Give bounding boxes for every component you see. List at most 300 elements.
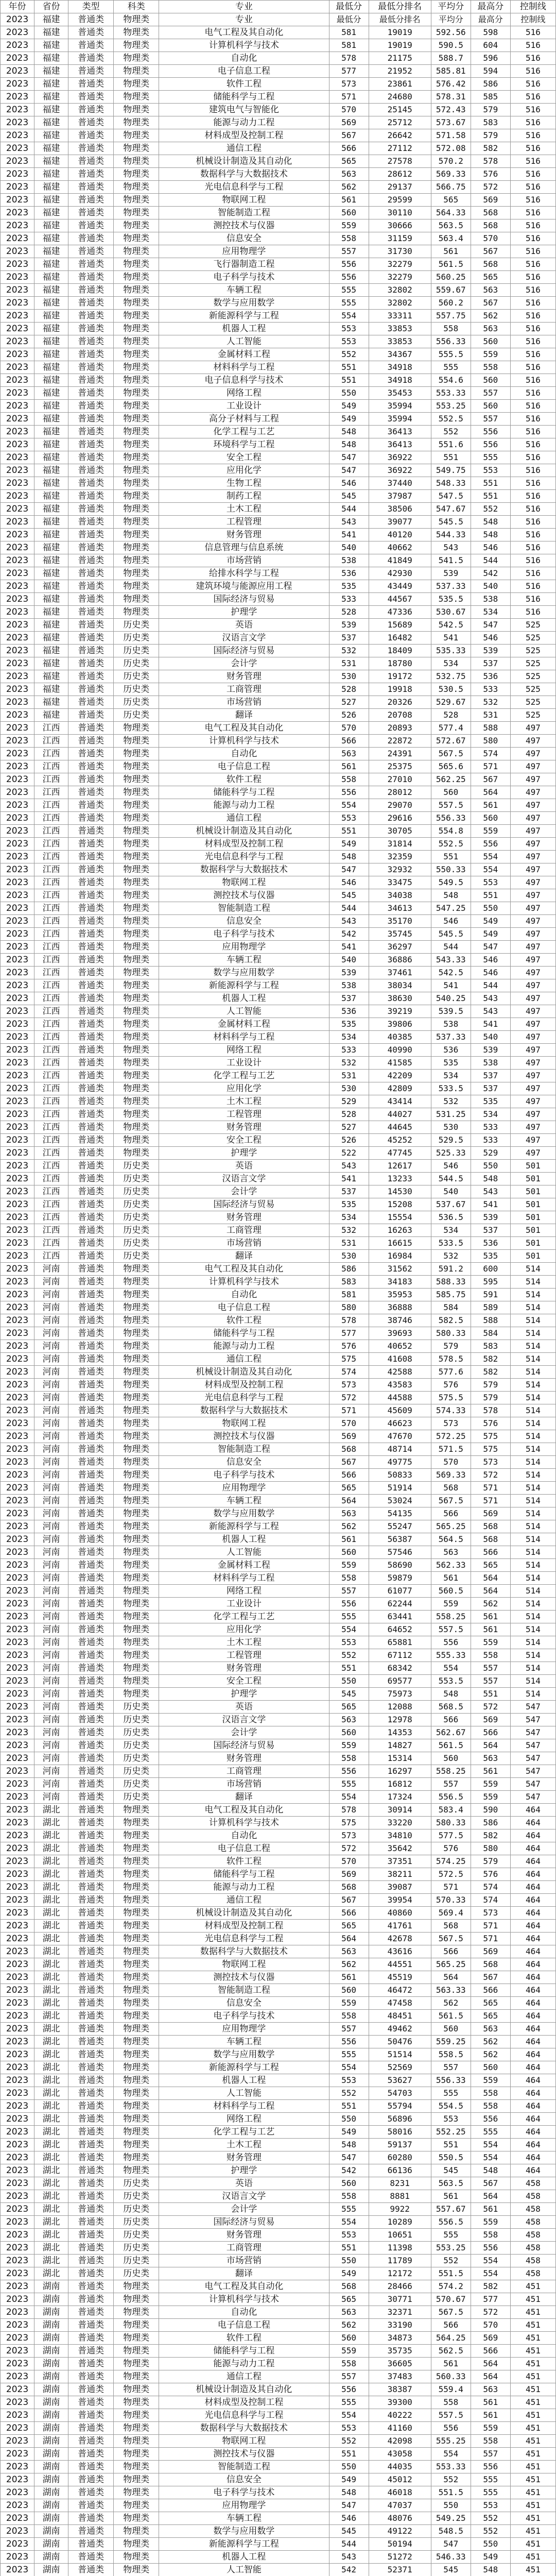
cell-subject: 物理类 <box>114 451 159 464</box>
table-row <box>1 1276 556 1289</box>
cell-max-score: 558 <box>471 361 510 374</box>
cell-province: 福建 <box>34 116 68 129</box>
cell-min-score: 550 <box>329 2113 369 2126</box>
cell-year: 2023 <box>1 2255 34 2267</box>
cell-type: 普通类 <box>68 2036 114 2048</box>
cell-min-rank: 43449 <box>369 580 431 593</box>
cell-year: 2023 <box>1 2461 34 2473</box>
table-row <box>1 2564 556 2576</box>
cell-year: 2023 <box>1 65 34 78</box>
cell-major: 建筑环境与能源应用工程 <box>159 580 329 593</box>
cell-major: 国际经济与贸易 <box>159 1198 329 1211</box>
cell-province: 湖南 <box>34 2551 68 2564</box>
cell-control-line: 451 <box>510 2499 555 2512</box>
cell-max-score: 553 <box>471 464 510 477</box>
cell-type: 普通类 <box>68 2396 114 2409</box>
cell-subject: 物理类 <box>114 181 159 194</box>
table-row <box>1 915 556 928</box>
cell-avg-score: 574.33 <box>431 1404 471 1417</box>
cell-subject: 物理类 <box>114 2061 159 2074</box>
cell-year: 2023 <box>1 2280 34 2293</box>
cell-max-score: 550 <box>471 1160 510 1173</box>
cell-max-score: 588 <box>471 1314 510 1327</box>
cell-avg-score: 534 <box>431 657 471 670</box>
cell-subject: 物理类 <box>114 2370 159 2383</box>
cell-subject: 物理类 <box>114 1121 159 1134</box>
cell-min-rank: 55794 <box>369 2100 431 2113</box>
cell-year: 2023 <box>1 2242 34 2255</box>
cell-avg-score: 580.33 <box>431 1327 471 1340</box>
cell-max-score: 546 <box>471 967 510 979</box>
cell-subject: 物理类 <box>114 1456 159 1469</box>
cell-type: 普通类 <box>68 2512 114 2525</box>
cell-type: 普通类 <box>68 1366 114 1379</box>
cell-subject: 物理类 <box>114 1688 159 1701</box>
cell-province: 福建 <box>34 361 68 374</box>
cell-subject: 物理类 <box>114 2074 159 2087</box>
cell-min-score: 544 <box>329 2538 369 2551</box>
cell-avg-score: 542.5 <box>431 619 471 632</box>
cell-min-rank: 49122 <box>369 2525 431 2538</box>
cell-type: 普通类 <box>68 1404 114 1417</box>
cell-control-line: 514 <box>510 1507 555 1520</box>
cell-control-line: 464 <box>510 1868 555 1881</box>
cell-control-line: 458 <box>510 2177 555 2190</box>
cell-min-score: 565 <box>329 2293 369 2306</box>
cell-major: 应用物理学 <box>159 941 329 954</box>
cell-province: 福建 <box>34 567 68 580</box>
cell-major: 数学与应用数学 <box>159 1507 329 1520</box>
cell-major: 安全工程 <box>159 1134 329 1147</box>
cell-control-line: 514 <box>510 1443 555 1456</box>
cell-min-score: 570 <box>329 104 369 116</box>
cell-max-score: 554 <box>471 2267 510 2280</box>
cell-year: 2023 <box>1 26 34 39</box>
cell-year: 2023 <box>1 1945 34 1958</box>
cell-type: 普通类 <box>68 271 114 284</box>
cell-control-line: 451 <box>510 2551 555 2564</box>
cell-subject: 物理类 <box>114 155 159 168</box>
cell-avg-score: 570.2 <box>431 155 471 168</box>
cell-province: 福建 <box>34 258 68 271</box>
cell-type: 普通类 <box>68 232 114 245</box>
cell-max-score: 579 <box>471 1392 510 1404</box>
cell-avg-score: 569.4 <box>431 1907 471 1920</box>
cell-control-line: 547 <box>510 1778 555 1791</box>
cell-year: 2023 <box>1 1649 34 1662</box>
cell-avg-score: 557.5 <box>431 2409 471 2422</box>
cell-max-score: 557 <box>471 413 510 426</box>
cell-province: 河南 <box>34 1611 68 1623</box>
cell-province: 湖南 <box>34 2293 68 2306</box>
cell-subject: 物理类 <box>114 2461 159 2473</box>
cell-year: 2023 <box>1 1598 34 1611</box>
cell-province: 江西 <box>34 1211 68 1224</box>
cell-province: 河南 <box>34 1482 68 1495</box>
cell-major: 化学工程与工艺 <box>159 2126 329 2139</box>
cell-major: 材料成型及控制工程 <box>159 1920 329 1933</box>
cell-min-score: 551 <box>329 2242 369 2255</box>
cell-year: 2023 <box>1 2538 34 2551</box>
cell-control-line: 497 <box>510 773 555 786</box>
cell-type: 普通类 <box>68 1907 114 1920</box>
cell-province: 河南 <box>34 1739 68 1752</box>
cell-min-rank: 45252 <box>369 1134 431 1147</box>
cell-min-rank: 36413 <box>369 438 431 451</box>
cell-subject: 物理类 <box>114 1559 159 1572</box>
cell-subject: 物理类 <box>114 567 159 580</box>
cell-min-score: 566 <box>329 142 369 155</box>
cell-type: 普通类 <box>68 1920 114 1933</box>
cell-min-rank: 49462 <box>369 2023 431 2036</box>
cell-subject: 物理类 <box>114 2280 159 2293</box>
cell-province: 河南 <box>34 1546 68 1559</box>
cell-province: 福建 <box>34 426 68 438</box>
cell-province: 湖北 <box>34 1945 68 1958</box>
table-row <box>1 1070 556 1082</box>
cell-max-score: 556 <box>471 2113 510 2126</box>
cell-province: 福建 <box>34 232 68 245</box>
cell-control-line: 547 <box>510 1714 555 1726</box>
table-row <box>1 1443 556 1456</box>
cell-province: 湖北 <box>34 2061 68 2074</box>
cell-min-score: 552 <box>329 2435 369 2448</box>
cell-control-line: 451 <box>510 2345 555 2358</box>
cell-province: 福建 <box>34 657 68 670</box>
cell-type: 普通类 <box>68 26 114 39</box>
cell-type: 普通类 <box>68 2473 114 2486</box>
cell-max-score: 582 <box>471 1829 510 1842</box>
cell-subject: 物理类 <box>114 915 159 928</box>
cell-type: 普通类 <box>68 709 114 722</box>
cell-major: 电子信息工程 <box>159 1842 329 1855</box>
cell-avg-score: 546 <box>431 915 471 928</box>
cell-min-rank: 30705 <box>369 825 431 838</box>
cell-min-score: 573 <box>329 1379 369 1392</box>
cell-subject: 物理类 <box>114 2538 159 2551</box>
cell-max-score: 569 <box>471 194 510 207</box>
table-row <box>1 1160 556 1173</box>
cell-major: 数学与应用数学 <box>159 2048 329 2061</box>
cell-min-score: 554 <box>329 1791 369 1804</box>
cell-control-line: 464 <box>510 2036 555 2048</box>
cell-year: 2023 <box>1 992 34 1005</box>
cell-subject: 历史类 <box>114 709 159 722</box>
cell-subject: 物理类 <box>114 967 159 979</box>
cell-major: 工商管理 <box>159 683 329 696</box>
cell-major: 化学工程与工艺 <box>159 1611 329 1623</box>
cell-control-line: 514 <box>510 1379 555 1392</box>
cell-year: 2023 <box>1 1572 34 1585</box>
cell-control-line: 497 <box>510 799 555 812</box>
cell-min-score: 555 <box>329 1611 369 1623</box>
cell-avg-score: 573 <box>431 1417 471 1430</box>
cell-control-line: 516 <box>510 168 555 181</box>
cell-min-score: 545 <box>329 1688 369 1701</box>
cell-min-rank: 34918 <box>369 361 431 374</box>
cell-min-rank: 47670 <box>369 1430 431 1443</box>
cell-max-score: 582 <box>471 1366 510 1379</box>
table-row <box>1 2164 556 2177</box>
cell-min-rank: 13233 <box>369 1173 431 1185</box>
cell-year: 2023 <box>1 1224 34 1237</box>
cell-min-score: 560 <box>329 1984 369 1997</box>
cell-avg-score: 533.5 <box>431 1237 471 1250</box>
cell-min-rank: 68342 <box>369 1662 431 1675</box>
cell-min-score: 555 <box>329 2203 369 2216</box>
cell-max-score: 576 <box>471 168 510 181</box>
cell-control-line: 451 <box>510 2319 555 2332</box>
cell-max-score: 573 <box>471 1456 510 1469</box>
table-row <box>1 838 556 851</box>
cell-max-score: 586 <box>471 78 510 91</box>
cell-major: 化学工程与工艺 <box>159 426 329 438</box>
cell-avg-score: 554.6 <box>431 374 471 387</box>
cell-type: 普通类 <box>68 992 114 1005</box>
cell-type: 普通类 <box>68 2190 114 2203</box>
table-row <box>1 400 556 413</box>
cell-province: 福建 <box>34 374 68 387</box>
cell-subject: 物理类 <box>114 825 159 838</box>
table-row <box>1 1675 556 1688</box>
cell-max-score: 568 <box>471 258 510 271</box>
cell-min-rank: 67112 <box>369 1649 431 1662</box>
cell-min-score: 575 <box>329 1353 369 1366</box>
cell-avg-score: 554 <box>431 2448 471 2461</box>
cell-year: 2023 <box>1 1778 34 1791</box>
cell-max-score: 567 <box>471 773 510 786</box>
cell-province: 湖北 <box>34 1984 68 1997</box>
cell-subject: 物理类 <box>114 348 159 361</box>
cell-min-score: 560 <box>329 2177 369 2190</box>
cell-min-score: 555 <box>329 2048 369 2061</box>
cell-max-score: 564 <box>471 1585 510 1598</box>
cell-type: 普通类 <box>68 1881 114 1894</box>
cell-max-score: 555 <box>471 451 510 464</box>
cell-max-score: 560 <box>471 812 510 825</box>
cell-avg-score: 577.6 <box>431 1366 471 1379</box>
cell-max-score: 562 <box>471 1598 510 1611</box>
table-row <box>1 2396 556 2409</box>
cell-major: 光电信息科学与工程 <box>159 181 329 194</box>
cell-province: 河南 <box>34 1675 68 1688</box>
cell-type: 普通类 <box>68 1997 114 2010</box>
cell-subject: 物理类 <box>114 1379 159 1392</box>
cell-subject: 物理类 <box>114 2358 159 2370</box>
cell-subject: 物理类 <box>114 735 159 748</box>
cell-major: 电气工程及其自动化 <box>159 2280 329 2293</box>
cell-min-rank: 15314 <box>369 1752 431 1765</box>
cell-min-score: 563 <box>329 1714 369 1726</box>
cell-type: 普通类 <box>68 1314 114 1327</box>
cell-avg-score: 559 <box>431 1598 471 1611</box>
cell-major: 通信工程 <box>159 1353 329 1366</box>
cell-min-score: 545 <box>329 889 369 902</box>
table-row <box>1 1379 556 1392</box>
cell-type: 普通类 <box>68 451 114 464</box>
cell-avg-score: 561 <box>431 245 471 258</box>
cell-subject: 历史类 <box>114 645 159 657</box>
cell-subject: 物理类 <box>114 928 159 941</box>
cell-major: 软件工程 <box>159 1314 329 1327</box>
cell-province: 江西 <box>34 1044 68 1057</box>
cell-control-line: 控制线 <box>510 13 555 26</box>
cell-major: 物联网工程 <box>159 1958 329 1971</box>
table-row <box>1 323 556 335</box>
cell-province: 河南 <box>34 1559 68 1572</box>
cell-type: 普通类 <box>68 632 114 645</box>
cell-major: 电气工程及其自动化 <box>159 722 329 735</box>
cell-max-score: 546 <box>471 954 510 967</box>
cell-year: 2023 <box>1 426 34 438</box>
cell-province: 湖北 <box>34 2151 68 2164</box>
cell-year: 2023 <box>1 1546 34 1559</box>
cell-subject: 历史类 <box>114 1185 159 1198</box>
cell-subject: 物理类 <box>114 529 159 541</box>
cell-year: 2023 <box>1 1585 34 1598</box>
cell-min-score: 540 <box>329 541 369 554</box>
table-row <box>1 632 556 645</box>
cell-subject: 物理类 <box>114 1520 159 1533</box>
cell-min-score: 575 <box>329 1817 369 1829</box>
cell-major: 计算机科学与技术 <box>159 1276 329 1289</box>
cell-max-score: 536 <box>471 1237 510 1250</box>
cell-min-rank: 最低分排名 <box>369 13 431 26</box>
cell-min-rank: 45012 <box>369 2473 431 2486</box>
cell-min-rank: 40990 <box>369 1044 431 1057</box>
cell-avg-score: 570.33 <box>431 1894 471 1907</box>
cell-min-rank: 54703 <box>369 2087 431 2100</box>
cell-province: 河南 <box>34 1688 68 1701</box>
cell-min-score: 537 <box>329 632 369 645</box>
cell-province: 福建 <box>34 297 68 310</box>
cell-subject: 物理类 <box>114 1881 159 1894</box>
table-row <box>1 1301 556 1314</box>
cell-province: 江西 <box>34 992 68 1005</box>
cell-major: 英语 <box>159 1701 329 1714</box>
table-row <box>1 735 556 748</box>
cell-province: 福建 <box>34 490 68 503</box>
cell-avg-score: 569.33 <box>431 168 471 181</box>
table-row <box>1 606 556 619</box>
cell-subject: 物理类 <box>114 1417 159 1430</box>
cell-major: 车辆工程 <box>159 1495 329 1507</box>
cell-subject: 物理类 <box>114 1958 159 1971</box>
cell-control-line: 501 <box>510 1173 555 1185</box>
cell-min-score: 578 <box>329 1804 369 1817</box>
cell-subject: 物理类 <box>114 1868 159 1881</box>
cell-subject: 物理类 <box>114 1598 159 1611</box>
cell-control-line: 516 <box>510 181 555 194</box>
cell-province: 湖南 <box>34 2564 68 2576</box>
cell-max-score: 557 <box>471 387 510 400</box>
cell-control-line: 516 <box>510 258 555 271</box>
cell-type: 普通类 <box>68 1173 114 1185</box>
cell-min-score: 537 <box>329 992 369 1005</box>
cell-province: 河南 <box>34 1456 68 1469</box>
cell-year: 2023 <box>1 941 34 954</box>
cell-major: 财务管理 <box>159 1662 329 1675</box>
cell-province: 福建 <box>34 541 68 554</box>
cell-province: 湖南 <box>34 2332 68 2345</box>
cell-year: 2023 <box>1 207 34 219</box>
cell-year: 2023 <box>1 2164 34 2177</box>
cell-avg-score: 560 <box>431 2023 471 2036</box>
cell-control-line: 497 <box>510 992 555 1005</box>
cell-avg-score: 582.5 <box>431 1314 471 1327</box>
cell-avg-score: 547.67 <box>431 503 471 516</box>
cell-min-score: 586 <box>329 1263 369 1276</box>
cell-min-rank: 44588 <box>369 1392 431 1404</box>
cell-avg-score: 560 <box>431 786 471 799</box>
cell-year: 2023 <box>1 2370 34 2383</box>
cell-control-line: 547 <box>510 1701 555 1714</box>
cell-max-score: 571 <box>471 1495 510 1507</box>
cell-year: 2023 <box>1 400 34 413</box>
table-row <box>1 2409 556 2422</box>
cell-province: 湖北 <box>34 2113 68 2126</box>
cell-max-score: 572 <box>471 181 510 194</box>
cell-min-rank: 29616 <box>369 812 431 825</box>
cell-major: 计算机科学与技术 <box>159 2293 329 2306</box>
cell-min-score: 533 <box>329 593 369 606</box>
cell-max-score: 534 <box>471 606 510 619</box>
table-row <box>1 696 556 709</box>
cell-control-line: 516 <box>510 567 555 580</box>
cell-subject: 历史类 <box>114 1739 159 1752</box>
cell-min-score: 547 <box>329 863 369 876</box>
cell-major: 电子科学与技术 <box>159 1469 329 1482</box>
cell-avg-score: 553.5 <box>431 1675 471 1688</box>
cell-max-score: 555 <box>471 2126 510 2139</box>
cell-avg-score: 576.42 <box>431 78 471 91</box>
cell-province: 江西 <box>34 1082 68 1095</box>
cell-year: 2023 <box>1 1611 34 1623</box>
cell-type: 普通类 <box>68 1791 114 1804</box>
cell-min-score: 569 <box>329 1868 369 1881</box>
cell-control-line: 514 <box>510 1533 555 1546</box>
cell-year: 2023 <box>1 915 34 928</box>
cell-type: 普通类 <box>68 91 114 104</box>
cell-control-line: 514 <box>510 1598 555 1611</box>
cell-type: 普通类 <box>68 2332 114 2345</box>
cell-year: 2023 <box>1 1726 34 1739</box>
table-row <box>1 683 556 696</box>
cell-type: 普通类 <box>68 1134 114 1147</box>
cell-max-score: 539 <box>471 645 510 657</box>
cell-min-score: 556 <box>329 2383 369 2396</box>
cell-avg-score: 549.5 <box>431 876 471 889</box>
cell-major: 软件工程 <box>159 1855 329 1868</box>
table-row <box>1 812 556 825</box>
cell-min-rank: 38387 <box>369 2383 431 2396</box>
cell-avg-score: 551 <box>431 2139 471 2151</box>
cell-min-score: 536 <box>329 1005 369 1018</box>
cell-major: 新能源科学与工程 <box>159 979 329 992</box>
cell-subject: 物理类 <box>114 310 159 323</box>
cell-type: 普通类 <box>68 1005 114 1018</box>
cell-province: 福建 <box>34 387 68 400</box>
cell-max-score: 552 <box>471 2525 510 2538</box>
cell-subject: 物理类 <box>114 1404 159 1417</box>
cell-avg-score: 547 <box>431 2538 471 2551</box>
cell-avg-score: 572.5 <box>431 1868 471 1881</box>
cell-min-score: 544 <box>329 902 369 915</box>
cell-province: 河南 <box>34 1636 68 1649</box>
cell-max-score: 565 <box>471 271 510 284</box>
cell-min-score: 527 <box>329 1121 369 1134</box>
cell-control-line: 464 <box>510 2087 555 2100</box>
